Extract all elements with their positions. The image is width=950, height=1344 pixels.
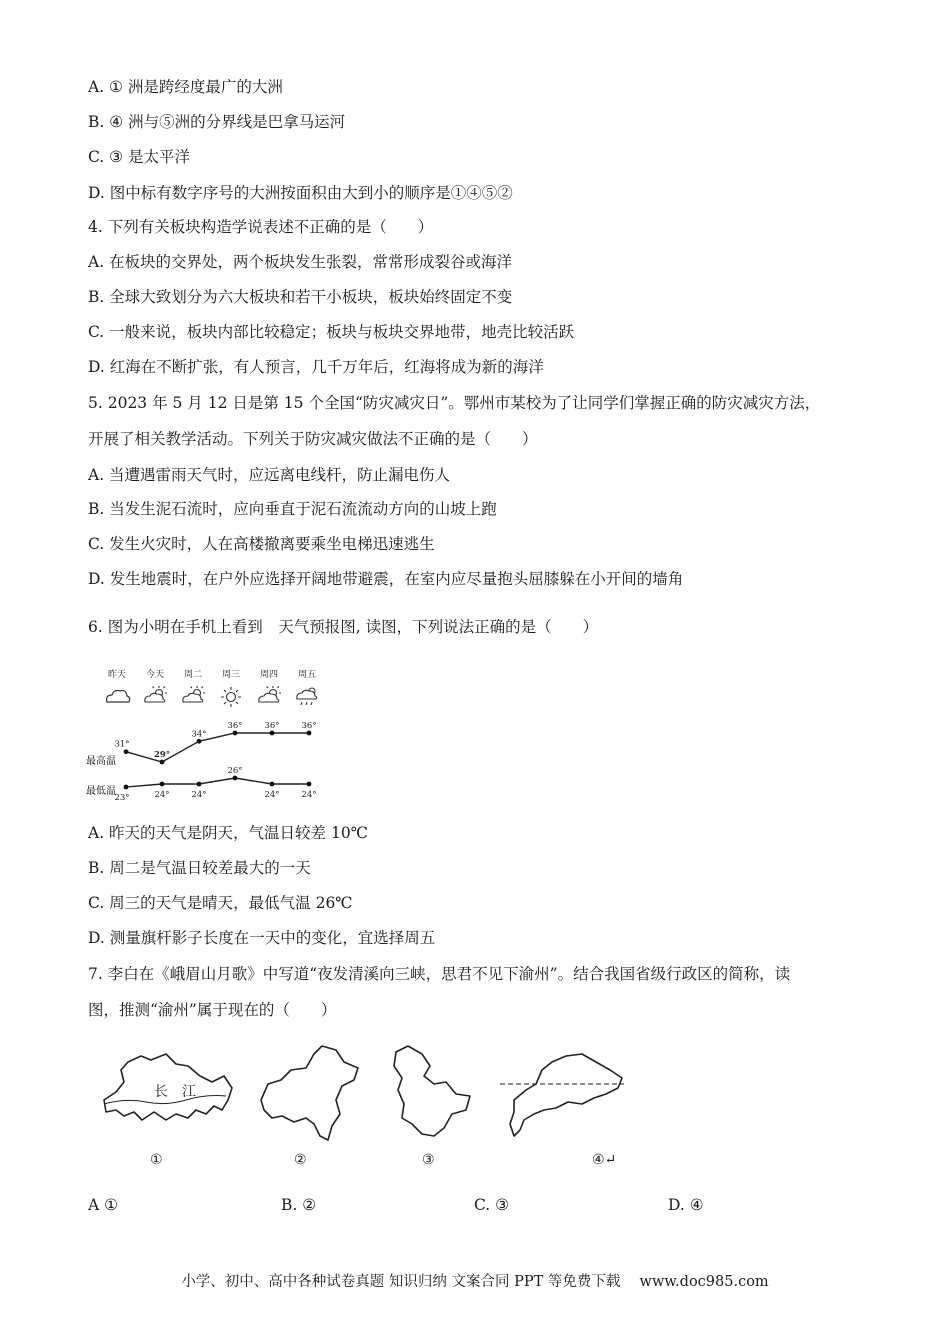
high-point — [124, 749, 129, 754]
q3-option-b: B. ④ 洲与⑤洲的分界线是巴拿马运河 — [88, 113, 346, 131]
q7-option-d: D. ④ — [668, 1196, 704, 1214]
map-heilongjiang-outline — [394, 1046, 470, 1136]
q4-option-a: A. 在板块的交界处，两个板块发生张裂，常常形成裂谷或海洋 — [88, 253, 513, 271]
high-value-label: 36° — [264, 721, 280, 731]
q5-option-c: C. 发生火灾时，人在高楼撤离要乘坐电梯迅速逃生 — [88, 535, 435, 553]
low-point — [270, 782, 275, 787]
low-point — [160, 782, 165, 787]
q6-option-c: C. 周三的天气是晴天，最低气温 26℃ — [88, 894, 353, 912]
low-point — [124, 785, 129, 790]
partly-sunny-icon — [259, 686, 281, 702]
low-point — [233, 776, 238, 781]
map-label-4: ④↵ — [592, 1152, 617, 1168]
high-value-label: 31° — [114, 739, 130, 750]
partly-sunny-icon — [183, 686, 205, 702]
low-value-label: 26° — [227, 766, 243, 776]
q5-option-d: D. 发生地震时，在户外应选择开阔地带避震，在室内应尽量抱头屈膝躲在小开间的墙角 — [88, 570, 684, 588]
q7-stem-line2: 图，推测“渝州”属于现在的（ ） — [88, 1001, 337, 1019]
q5-stem-line1: 5. 2023 年 5 月 12 日是第 15 个全国“防灾减灾日”。鄂州市某校为了让同学们掌握正确的防灾减灾方法， — [88, 394, 821, 412]
q4-stem: 4. 下列有关板块构造学说表述不正确的是（ ） — [88, 218, 434, 236]
river-label: 长 江 — [154, 1084, 196, 1100]
low-point — [307, 782, 312, 787]
high-value-label: 29° — [153, 750, 171, 760]
q6-option-b: B. 周二是气温日较差最大的一天 — [88, 859, 311, 877]
weather-forecast-chart — [84, 660, 324, 810]
low-temp-label: 最低温 — [86, 786, 116, 797]
province-maps — [96, 1040, 636, 1170]
low-value-label: 24° — [154, 790, 170, 800]
day-label: 周四 — [259, 670, 279, 680]
page-footer: 小学、初中、高中各种试卷真题 知识归纳 文案合同 PPT 等免费下载 www.doc985.com — [181, 1274, 769, 1290]
low-value-label: 24° — [264, 790, 280, 800]
q7-option-c: C. ③ — [474, 1196, 510, 1214]
map-label-1: ① — [150, 1152, 163, 1168]
q6-option-a: A. 昨天的天气是阴天，气温日较差 10℃ — [88, 824, 369, 842]
high-point — [233, 731, 238, 736]
high-point — [197, 739, 202, 744]
q4-option-b: B. 全球大致划分为六大板块和若干小板块，板块始终固定不变 — [88, 288, 513, 306]
map-guangdong-outline — [510, 1054, 622, 1136]
q5-stem-line2: 开展了相关教学活动。下列关于防灾减灾做法不正确的是（ ） — [88, 430, 538, 448]
high-value-label: 36° — [227, 721, 243, 731]
q5-option-b: B. 当发生泥石流时，应向垂直于泥石流流动方向的山坡上跑 — [88, 500, 497, 518]
q7-stem-line1: 7. 李白在《峨眉山月歌》中写道“夜发清溪向三峡，思君不见下渝州”。结合我国省级行政区的简称，读 — [88, 965, 791, 983]
high-point — [307, 731, 312, 736]
high-value-label: 36° — [301, 721, 317, 731]
low-value-label: 24° — [191, 790, 207, 800]
high-point — [270, 731, 275, 736]
q3-option-d: D. 图中标有数字序号的大洲按面积由大到小的顺序是①④⑤② — [88, 184, 513, 202]
day-label: 今天 — [145, 670, 165, 680]
q6-option-d: D. 测量旗杆影子长度在一天中的变化，宜选择周五 — [88, 929, 436, 947]
q4-option-d: D. 红海在不断扩张，有人预言，几千万年后，红海将成为新的海洋 — [88, 358, 544, 376]
cloudy-icon — [107, 691, 130, 703]
q7-option-b: B. ② — [281, 1196, 317, 1214]
q5-option-a: A. 当遭遇雷雨天气时，应远离电线杆，防止漏电伤人 — [88, 466, 451, 484]
map-label-2: ② — [294, 1152, 307, 1168]
sunny-icon — [221, 687, 241, 707]
map-chongqing-outline — [261, 1046, 358, 1140]
day-label: 周五 — [297, 670, 317, 680]
day-label: 周二 — [183, 670, 203, 680]
high-value-label: 34° — [191, 729, 207, 740]
map-label-3: ③ — [422, 1152, 435, 1168]
rain-cloud-icon — [297, 688, 317, 705]
partly-sunny-icon — [145, 686, 167, 702]
low-line — [126, 778, 309, 787]
high-temp-label: 最高温 — [86, 756, 116, 767]
q7-option-a: A ① — [88, 1196, 119, 1214]
low-value-label: 23° — [114, 793, 130, 803]
low-point — [197, 782, 202, 787]
q3-option-a: A. ① 洲是跨经度最广的大洲 — [88, 78, 283, 96]
low-value-label: 24° — [301, 790, 317, 800]
day-label: 昨天 — [107, 670, 127, 680]
q6-stem: 6. 图为小明在手机上看到 天气预报图, 读图，下列说法正确的是（ ） — [88, 618, 599, 636]
q3-option-c: C. ③ 是太平洋 — [88, 148, 190, 166]
day-label: 周三 — [221, 670, 241, 680]
q4-option-c: C. 一般来说，板块内部比较稳定；板块与板块交界地带，地壳比较活跃 — [88, 323, 575, 341]
high-point — [160, 760, 165, 765]
